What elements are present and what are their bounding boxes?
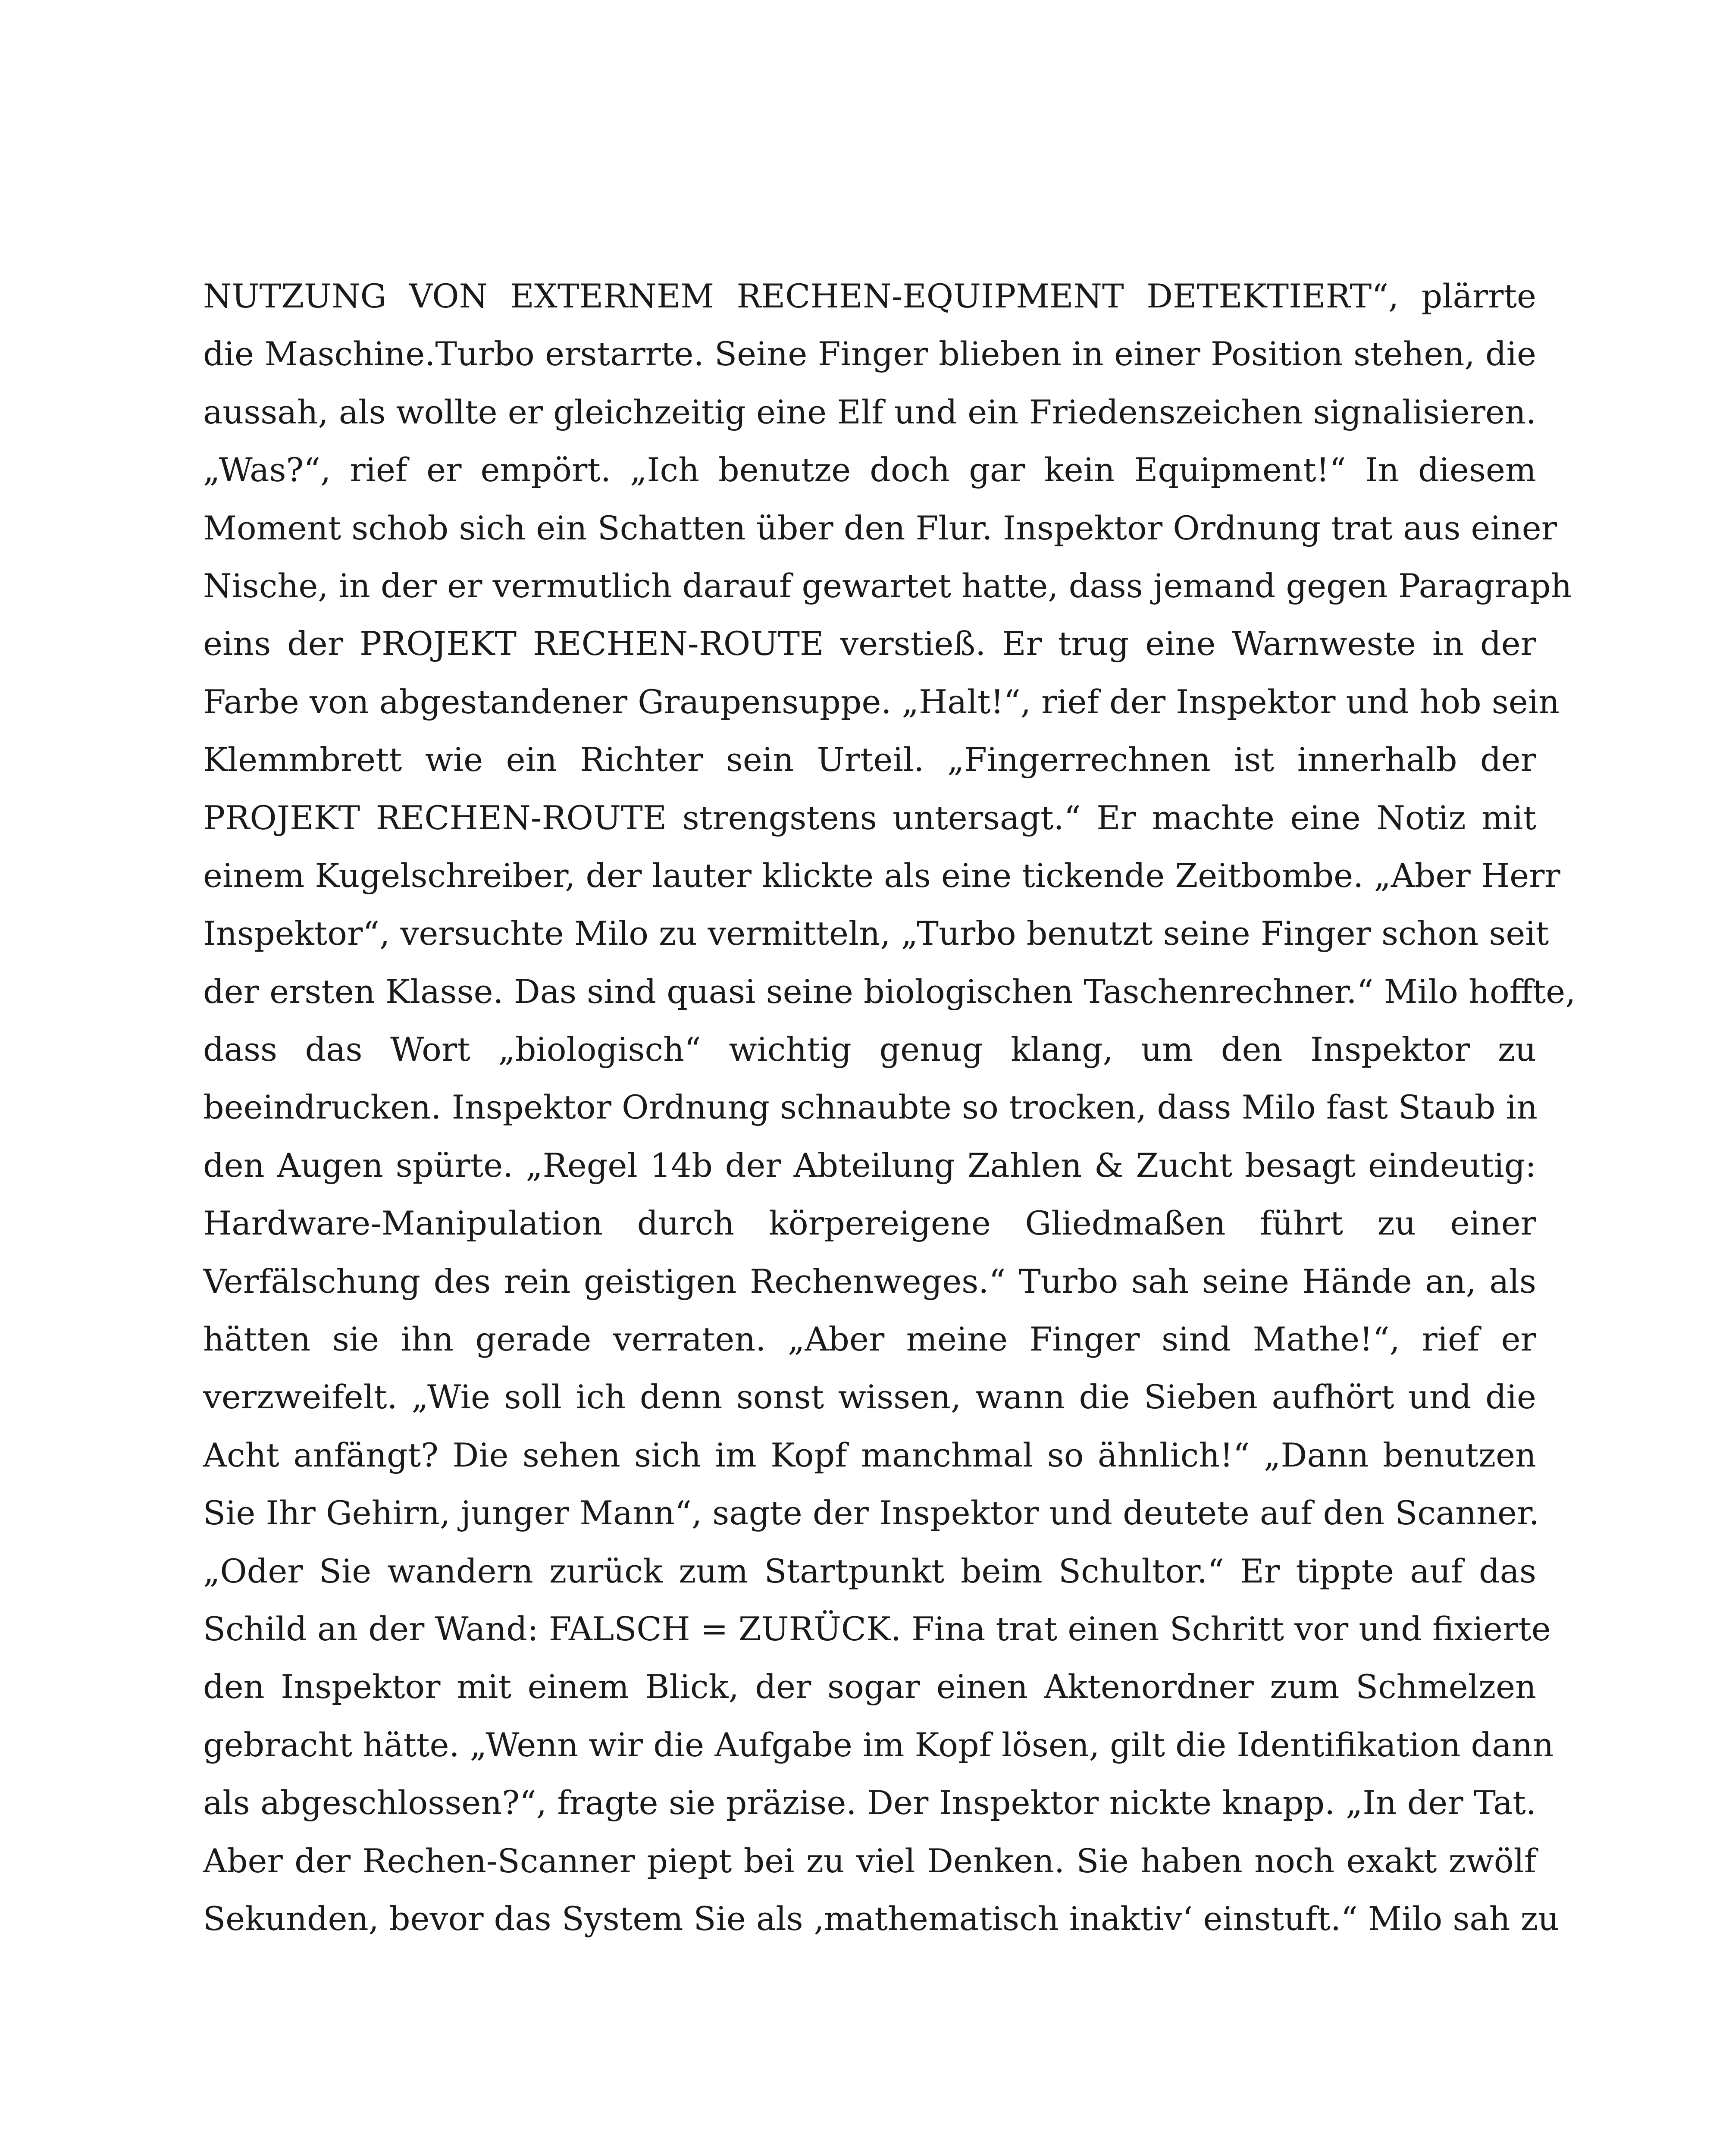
text-line: einem Kugelschreiber, der lauter klickte als eine tickende Zeitbombe. „Aber Herr: [203, 856, 1560, 895]
text-line: den Inspektor mit einem Blick, der sogar einen Aktenordner zum Schmelzen: [203, 1667, 1536, 1706]
text-line: NUTZUNG VON EXTERNEM RECHEN-EQUIPMENT DETEKTIERT“, plärrte: [203, 277, 1536, 315]
text-line: eins der PROJEKT RECHEN-ROUTE verstieß. Er trug eine Warnweste in der: [203, 624, 1536, 663]
text-line: Hardware-Manipulation durch körpereigene Gliedmaßen führt zu einer: [203, 1204, 1536, 1243]
text-line: beeindrucken. Inspektor Ordnung schnaubte so trocken, dass Milo fast Staub in: [203, 1088, 1538, 1127]
text-line: Schild an der Wand: FALSCH = ZURÜCK. Fina trat einen Schritt vor und fixierte: [203, 1609, 1551, 1648]
text-line: „Oder Sie wandern zurück zum Startpunkt beim Schultor.“ Er tippte auf das: [203, 1551, 1536, 1590]
text-line: Moment schob sich ein Schatten über den Flur. Inspektor Ordnung trat aus einer: [203, 508, 1557, 547]
text-line: Nische, in der er vermutlich darauf gewartet hatte, dass jemand gegen Paragraph: [203, 566, 1572, 605]
text-line: „Was?“, rief er empört. „Ich benutze doch gar kein Equipment!“ In diesem: [203, 451, 1536, 489]
text-line: gebracht hätte. „Wenn wir die Aufgabe im Kopf lösen, gilt die Identifikation dann: [203, 1725, 1554, 1764]
text-line: Sekunden, bevor das System Sie als ‚mathematisch inaktiv‘ einstuft.“ Milo sah zu: [203, 1899, 1559, 1938]
text-line: den Augen spürte. „Regel 14b der Abteilung Zahlen & Zucht besagt eindeutig:: [203, 1146, 1536, 1185]
text-line: als abgeschlossen?“, fragte sie präzise. Der Inspektor nickte knapp. „In der Tat.: [203, 1783, 1536, 1822]
text-line: Aber der Rechen-Scanner piept bei zu viel Denken. Sie haben noch exakt zwölf: [203, 1841, 1536, 1880]
text-line: PROJEKT RECHEN-ROUTE strengstens untersagt.“ Er machte eine Notiz mit: [203, 798, 1536, 837]
body-text: [203, 267, 1576, 1948]
text-line: Klemmbrett wie ein Richter sein Urteil. „Fingerrechnen ist innerhalb der: [203, 740, 1536, 779]
text-line: die Maschine.Turbo erstarrte. Seine Finger blieben in einer Position stehen, die: [203, 335, 1536, 373]
text-line: Verfälschung des rein geistigen Rechenweges.“ Turbo sah seine Hände an, als: [203, 1262, 1536, 1300]
text-line: Farbe von abgestandener Graupensuppe. „Halt!“, rief der Inspektor und hob sein: [203, 682, 1560, 721]
text-line: Inspektor“, versuchte Milo zu vermitteln, „Turbo benutzt seine Finger schon seit: [203, 914, 1549, 953]
text-line: verzweifelt. „Wie soll ich denn sonst wissen, wann die Sieben aufhört und die: [203, 1378, 1536, 1416]
text-line: aussah, als wollte er gleichzeitig eine Elf und ein Friedenszeichen signalisieren.: [203, 392, 1536, 431]
text-line: hätten sie ihn gerade verraten. „Aber meine Finger sind Mathe!“, rief er: [203, 1320, 1536, 1359]
text-line: der ersten Klasse. Das sind quasi seine biologischen Taschenrechner.“ Milo hoffte,: [203, 972, 1576, 1011]
text-line: Acht anfängt? Die sehen sich im Kopf manchmal so ähnlich!“ „Dann benutzen: [203, 1435, 1536, 1474]
text-line: dass das Wort „biologisch“ wichtig genug klang, um den Inspektor zu: [203, 1030, 1536, 1069]
text-line: Sie Ihr Gehirn, junger Mann“, sagte der Inspektor und deutete auf den Scanner.: [203, 1494, 1540, 1532]
